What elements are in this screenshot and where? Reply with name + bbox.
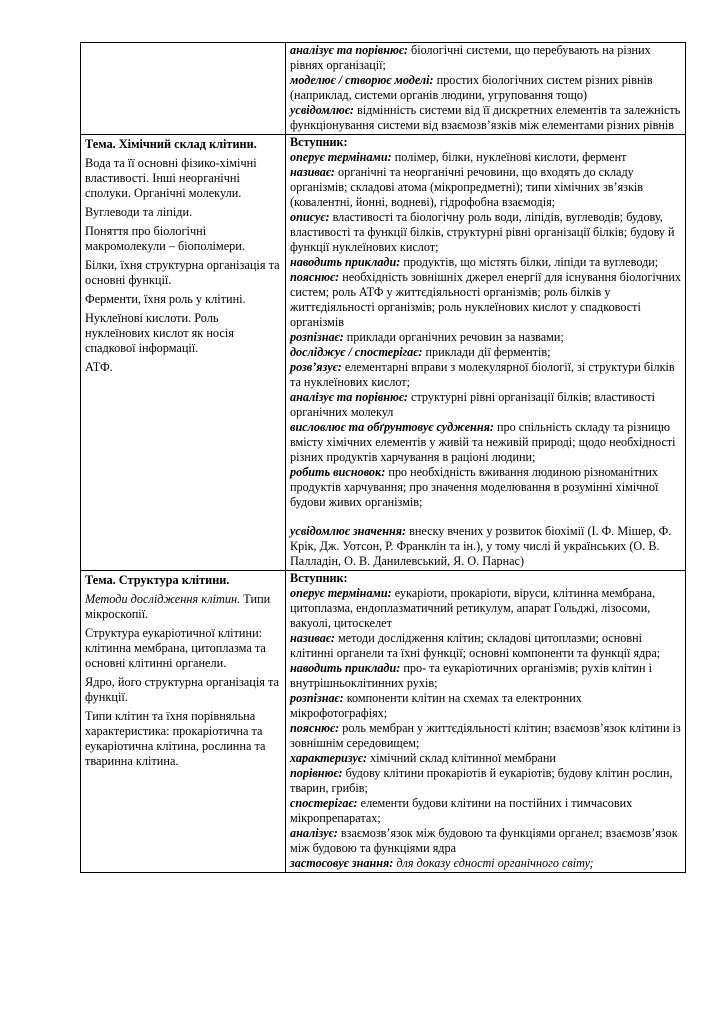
outcome-text: необхідність зовнішніх джерел енергії для існування біологічних систем; роль АТФ у життєдіяльності організмів; роль білків у життєдіяльності організмів; роль нуклеїнових кислот у спадковості організмів (290, 270, 682, 329)
topic-item (85, 156, 281, 201)
outcome-entry (290, 270, 681, 330)
outcome-label: застосовує знання: (290, 856, 394, 870)
outcome-entry (290, 586, 681, 631)
outcome-label: називає: (290, 631, 335, 645)
outcome-entry (290, 766, 681, 796)
outcome-label: досліджує / спостерігає: (290, 345, 423, 359)
topic-item-text: Нуклеїнові кислоти. Роль нуклеїнових кислот як носія спадкової інформації. (85, 311, 234, 355)
topic-item (85, 205, 281, 220)
outcomes-cell (286, 135, 686, 571)
outcomes-cell (286, 43, 686, 135)
outcome-label: висловлює та обґрунтовує судження: (290, 420, 494, 434)
outcome-text: роль мембран у життєдіяльності клітин; взаємозв’язок клітини із зовнішнім середовищем; (290, 721, 681, 750)
outcome-label: аналізує: (290, 826, 338, 840)
outcome-text: внеску вчених у розвиток біохімії (І. Ф. Мішер, Ф. Крік, Дж. Уотсон, Р. Франклін та ін.), у тому числі й українських (О. В. Палладін, О. В. Данилевський, Я. О. Парнас) (290, 524, 672, 568)
outcome-text: елементи будови клітини на постійних і тимчасових мікропрепаратах; (290, 796, 633, 825)
outcome-label: розв’язує: (290, 360, 342, 374)
topic-title: Тема. Хімічний склад клітини. (85, 137, 257, 151)
outcome-label: аналізує та порівнює: (290, 43, 408, 57)
topic-title: Тема. Структура клітини. (85, 573, 230, 587)
outcome-label: наводить приклади: (290, 255, 401, 269)
applicant-heading: Вступник: (290, 571, 348, 585)
topic-cell (81, 571, 286, 873)
outcome-text: про спільність складу та різницю вмісту хімічних елементів у живій та неживій природі; щодо необхідності різних продуктів харчування в раціоні людини; (290, 420, 676, 464)
topic-item-text: Типи клітин та їхня порівняльна характеристика: прокаріотична та еукаріотична клітина, рослинна та тваринна клітина. (85, 709, 266, 768)
spacer (290, 510, 681, 524)
outcome-entry (290, 691, 681, 721)
topic-item (85, 258, 281, 288)
outcome-text: органічні та неорганічні речовини, що входять до складу організмів; складові атома (мікропредметні); типи хімічних зв’язків (ковалентні, йонні, водневі), гідрофобна взаємодія; (290, 165, 644, 209)
outcome-label: наводить приклади: (290, 661, 401, 675)
topic-item (85, 292, 281, 307)
outcome-label: робить висновок: (290, 465, 386, 479)
outcome-entry (290, 721, 681, 751)
applicant-heading: Вступник: (290, 135, 348, 149)
outcome-entry (290, 420, 681, 465)
outcome-label: пояснює: (290, 721, 340, 735)
topic-item-text: Вода та її основні фізико-хімічні властивості. Інші неорганічні сполуки. Органічні молекули. (85, 156, 257, 200)
topic-item-text: Ферменти, їхня роль у клітині. (85, 292, 246, 306)
topic-item (85, 224, 281, 254)
outcome-entry (290, 345, 681, 360)
outcome-entry (290, 103, 681, 133)
outcome-entry (290, 465, 681, 510)
table-row (81, 571, 686, 873)
topic-item-text: Білки, їхня структурна організація та основні функції. (85, 258, 280, 287)
topic-item (85, 626, 281, 671)
outcome-entry (290, 255, 681, 270)
outcome-entry (290, 856, 681, 871)
outcome-text: будову клітини прокаріотів й еукаріотів; будову клітин рослин, тварин, грибів; (290, 766, 673, 795)
outcome-label: усвідомлює значення: (290, 524, 407, 538)
outcome-entry (290, 661, 681, 691)
topic-item (85, 675, 281, 705)
outcome-text: простих біологічних систем різних рівнів (наприклад, системи органів людини, угруповання тощо) (290, 73, 653, 102)
outcome-text: властивості та біологічну роль води, ліпідів, вуглеводів; будову, властивості та функції білків, структурні рівні організації білків; будову й функції нуклеїнових кислот; (290, 210, 675, 254)
outcome-entry (290, 165, 681, 210)
outcome-label: розпізнає: (290, 330, 344, 344)
topic-item-text: АТФ. (85, 360, 113, 374)
outcome-text: для доказу єдності органічного світу; (393, 856, 594, 870)
topic-item (85, 311, 281, 356)
outcome-text: про необхідність вживання людиною різноманітних продуктів харчування; про значення моделювання в розумінні хімічної будови живих організмів; (290, 465, 659, 509)
outcome-text: приклади дії ферментів; (422, 345, 551, 359)
outcome-entry (290, 43, 681, 73)
outcome-entry (290, 826, 681, 856)
outcome-label: характеризує: (290, 751, 368, 765)
outcomes-cell (286, 571, 686, 873)
outcome-entry (290, 73, 681, 103)
outcome-entry (290, 210, 681, 255)
topic-item (85, 592, 281, 622)
outcome-label: усвідомлює: (290, 103, 354, 117)
outcome-entry (290, 330, 681, 345)
outcome-text: хімічний склад клітинної мембрани (367, 751, 556, 765)
outcome-entry (290, 360, 681, 390)
outcome-text: відмінність системи від її дискретних елементів та залежність функціонування системи від взаємозв’язків між елементами різних рівнів (290, 103, 681, 132)
outcome-text: про- та еукаріотичних організмів; рухів клітин і внутрішньоклітинних рухів; (290, 661, 652, 690)
outcome-text: компоненти клітин на схемах та електронних мікрофотографіях; (290, 691, 582, 720)
topic-item-text: Методи дослідження клітин. (85, 592, 241, 606)
outcome-text: полімер, білки, нуклеїнові кислоти, фермент (391, 150, 627, 164)
outcome-text: взаємозв’язок між будовою та функціями органел; взаємозв’язок між будовою та функціями ядра (290, 826, 678, 855)
topic-cell (81, 135, 286, 571)
table-body (81, 43, 686, 873)
outcome-label: розпізнає: (290, 691, 344, 705)
outcome-label: моделює / створює моделі: (290, 73, 434, 87)
outcome-entry (290, 524, 681, 569)
outcome-label: називає: (290, 165, 335, 179)
outcome-label: пояснює: (290, 270, 340, 284)
outcome-entry (290, 751, 681, 766)
outcome-text: продуктів, що містять білки, ліпіди та вуглеводи; (400, 255, 659, 269)
outcome-text: біологічні системи, що перебувають на різних рівнях організації; (290, 43, 651, 72)
outcome-entry (290, 631, 681, 661)
outcome-text: структурні рівні організації білків; властивості органічних молекул (290, 390, 655, 419)
outcome-label: описує: (290, 210, 330, 224)
topic-item-text: Структура еукаріотичної клітини: клітинна мембрана, цитоплазма та основні клітинні органели. (85, 626, 266, 670)
topic-cell (81, 43, 286, 135)
topic-item (85, 360, 281, 375)
curriculum-table (80, 42, 686, 873)
topic-item-text: Вуглеводи та ліпіди. (85, 205, 193, 219)
outcome-entry (290, 150, 681, 165)
outcome-label: аналізує та порівнює: (290, 390, 408, 404)
outcome-text: еукаріоти, прокаріоти, віруси, клітинна мембрана, цитоплазма, ендоплазматичний ретикулум, апарат Гольджі, лізосоми, вакуолі, цитоскелет (290, 586, 656, 630)
topic-item-text: Ядро, його структурна організація та функції. (85, 675, 279, 704)
outcome-entry (290, 390, 681, 420)
topic-item (85, 709, 281, 769)
table-row (81, 135, 686, 571)
outcome-label: порівнює: (290, 766, 343, 780)
outcome-text: елементарні вправи з молекулярної біології, зі структури білків та нуклеїнових кислот; (290, 360, 675, 389)
outcome-label: спостерігає: (290, 796, 358, 810)
outcome-entry (290, 796, 681, 826)
outcome-text: методи дослідження клітин; складові цитоплазми; основні клітинні органели та їхні функції; основні компоненти та функції ядра; (290, 631, 661, 660)
topic-item-tail: Типи мікроскопії. (85, 592, 271, 621)
outcome-text: приклади органічних речовин за назвами; (343, 330, 564, 344)
topic-item-text: Поняття про біологічні макромолекули – біополімери. (85, 224, 245, 253)
outcome-label: оперує термінами: (290, 586, 392, 600)
table-row (81, 43, 686, 135)
outcome-label: оперує термінами: (290, 150, 392, 164)
